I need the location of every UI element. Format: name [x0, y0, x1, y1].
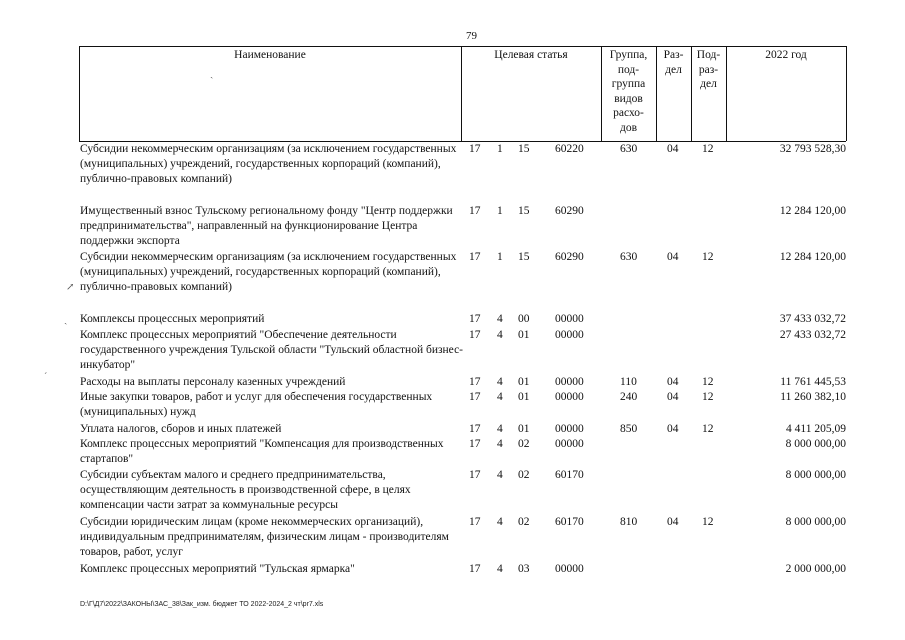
- header-group: Группа, под- группа видов расхо- дов: [609, 49, 648, 134]
- pen-mark: ˊ: [44, 372, 48, 383]
- pen-mark: ˎ: [210, 68, 214, 79]
- pen-mark: ↗: [66, 282, 75, 293]
- header-name: Наименование: [234, 49, 306, 61]
- header-year: 2022 год: [765, 49, 807, 61]
- pen-mark: ˎ: [64, 314, 68, 325]
- footer-file-path: D:\Г\Д7\2022\ЗАКОНЫ\ЗАС_38\Зак_изм. бюджет ТО 2022-2024_2 чт\pr7.xls: [80, 601, 324, 608]
- header-target: Целевая статья: [494, 49, 568, 61]
- page-number: 79: [466, 30, 477, 42]
- header-section: Раз- дел: [663, 49, 684, 76]
- header-subsection: Под- раз- дел: [696, 49, 721, 90]
